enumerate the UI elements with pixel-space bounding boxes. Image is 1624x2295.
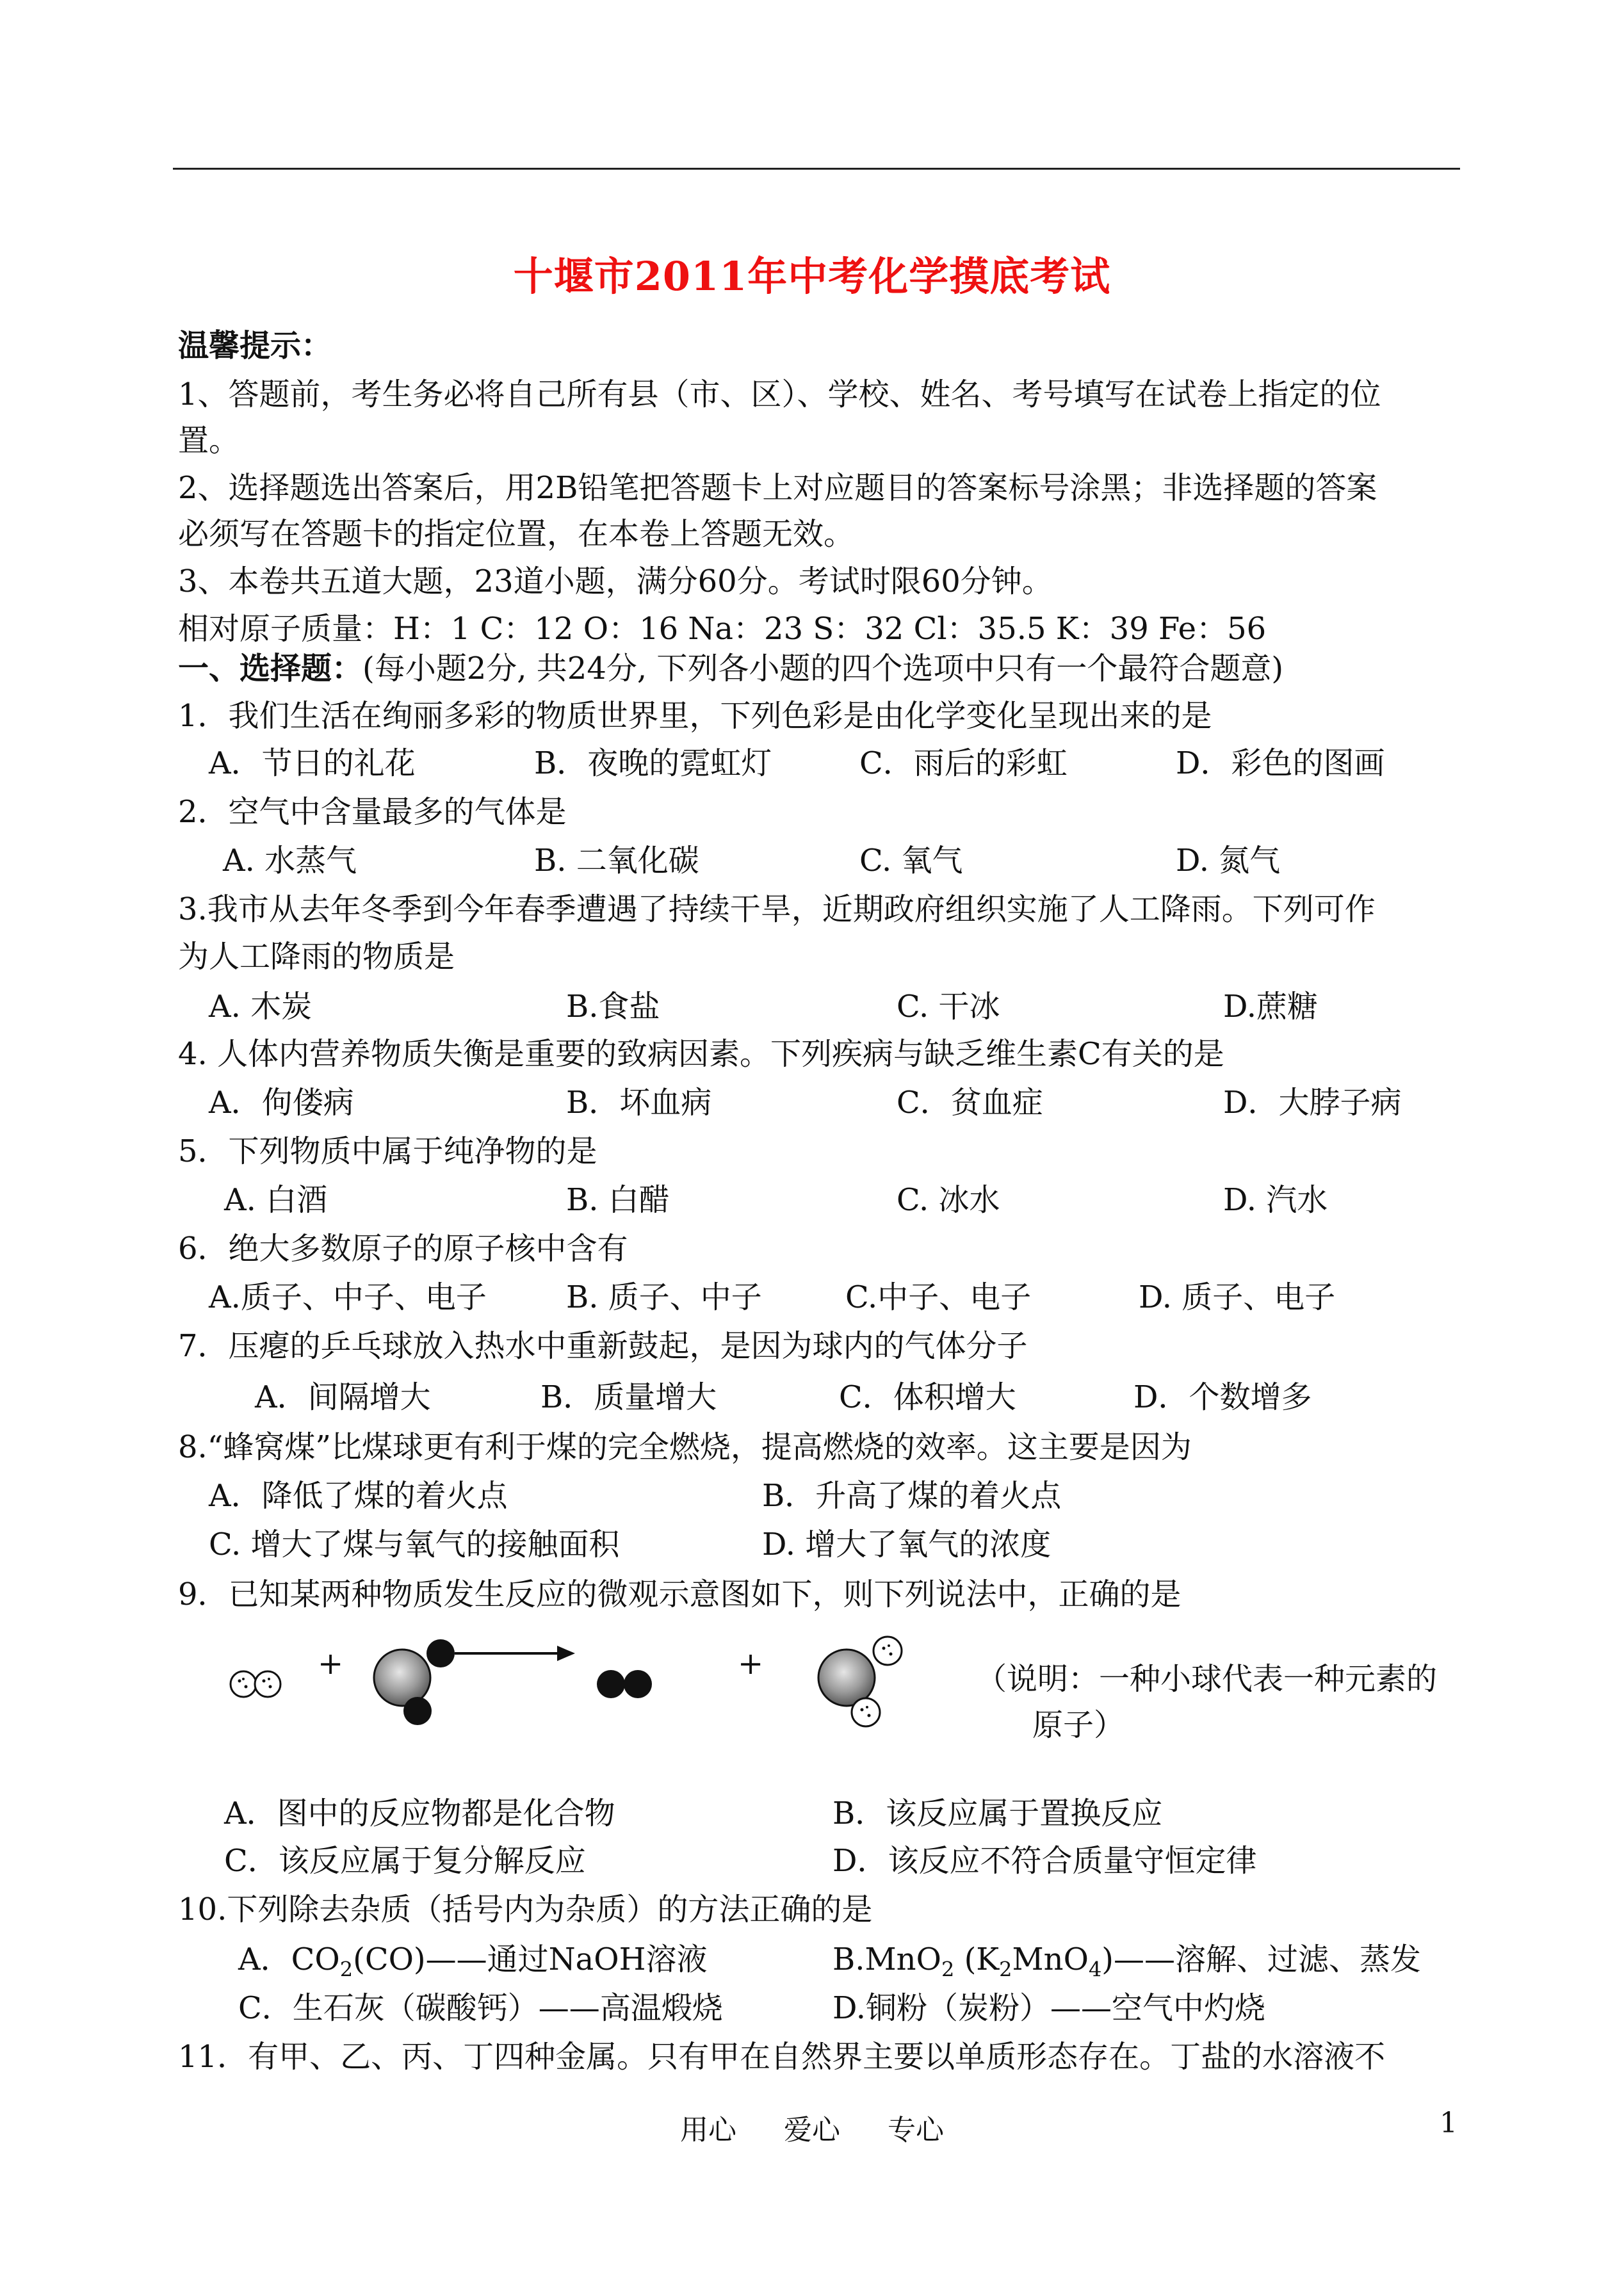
molecule-gray-with-black — [374, 1639, 455, 1725]
question-6-option-c: C.中子、电子 — [845, 1279, 1032, 1315]
question-1-option-b: B．夜晚的霓虹灯 — [534, 745, 772, 781]
question-7-option-b: B．质量增大 — [540, 1379, 717, 1415]
reaction-plus-1: + — [318, 1646, 344, 1682]
question-4-option-c: C．贫血症 — [897, 1085, 1043, 1121]
option-a-subscript: 2 — [339, 1957, 353, 1982]
question-10-option-b — [832, 1939, 1421, 1990]
section-1-title: 一、选择题： — [178, 651, 363, 686]
question-4-stem: 4. 人体内营养物质失衡是重要的致病因素。下列疾病与缺乏维生素C有关的是 — [178, 1036, 1224, 1072]
exam-title: 十堰市2011年中考化学摸底考试 — [513, 253, 1111, 300]
question-5-option-b: B. 白醋 — [566, 1182, 670, 1218]
option-a-text-end: (CO)——通过NaOH溶液 — [353, 1942, 708, 1977]
question-2-option-c: C. 氧气 — [859, 843, 963, 879]
tip-3: 3、本卷共五道大题，23道小题，满分60分。考试时限60分钟。 — [178, 564, 1053, 599]
footer-motto: 用心 爱心 专心 — [680, 2114, 944, 2146]
question-5-option-c: C. 冰水 — [897, 1182, 1000, 1218]
question-7-option-d: D．个数增多 — [1133, 1379, 1312, 1415]
tip-2-line-1: 2、选择题选出答案后，用2B铅笔把答题卡上对应题目的答案标号涂黑；非选择题的答案 — [178, 470, 1377, 506]
question-3-stem-line-1: 3.我市从去年冬季到今年春季遭遇了持续干旱，近期政府组织实施了人工降雨。下列可作 — [178, 891, 1376, 927]
question-4-option-d: D．大脖子病 — [1223, 1085, 1402, 1121]
question-4-option-b: B．坏血病 — [566, 1085, 712, 1121]
question-6-option-b: B. 质子、中子 — [566, 1279, 762, 1315]
option-b-text-end: )——溶解、过滤、蒸发 — [1101, 1942, 1422, 1977]
reaction-arrow-icon — [455, 1646, 575, 1661]
question-6-option-a: A.质子、中子、电子 — [209, 1279, 487, 1315]
question-3-option-c: C. 干冰 — [897, 989, 1000, 1025]
question-8-option-a: A．降低了煤的着火点 — [209, 1478, 508, 1514]
question-8-option-d: D. 增大了氧气的浓度 — [762, 1527, 1052, 1562]
option-b-text: B.MnO — [832, 1942, 941, 1977]
question-3-option-b: B.食盐 — [566, 989, 660, 1025]
question-1-option-c: C．雨后的彩虹 — [859, 745, 1068, 781]
page-number: 1 — [1440, 2107, 1458, 2139]
reaction-plus-2: + — [738, 1646, 764, 1682]
question-9-option-a: A．图中的反应物都是化合物 — [224, 1796, 615, 1831]
question-7-option-a: A．间隔增大 — [255, 1379, 431, 1415]
tip-1-line-1: 1、答题前，考生务必将自己所有县（市、区）、学校、姓名、考号填写在试卷上指定的位 — [178, 377, 1381, 412]
question-2-stem: 2．空气中含量最多的气体是 — [178, 794, 567, 830]
tips-heading: 温馨提示： — [178, 328, 332, 364]
question-7-option-c: C．体积增大 — [839, 1379, 1016, 1415]
question-9-option-b: B．该反应属于置换反应 — [832, 1796, 1163, 1831]
question-10-stem: 10.下列除去杂质（括号内为杂质）的方法正确的是 — [178, 1892, 873, 1927]
section-1-description: (每小题2分, 共24分, 下列各小题的四个选项中只有一个最符合题意) — [362, 651, 1284, 686]
question-11-stem: 11．有甲、乙、丙、丁四种金属。只有甲在自然界主要以单质形态存在。丁盐的水溶液不 — [178, 2039, 1386, 2075]
question-2-option-b: B. 二氧化碳 — [534, 843, 699, 879]
question-10-option-a — [238, 1939, 707, 1990]
question-10-option-c: C．生石灰（碳酸钙）——高温煅烧 — [238, 1990, 723, 2026]
option-b-subscript-2: 2 — [999, 1957, 1012, 1982]
question-5-stem: 5．下列物质中属于纯净物的是 — [178, 1133, 597, 1169]
question-10-option-d: D.铜粉（炭粉）——空气中灼烧 — [832, 1990, 1266, 2026]
header-rule — [173, 168, 1460, 170]
question-1-stem: 1．我们生活在绚丽多彩的物质世界里，下列色彩是由化学变化呈现出来的是 — [178, 698, 1212, 734]
tip-1-line-2: 置。 — [178, 423, 240, 458]
question-3-option-d: D.蔗糖 — [1223, 989, 1319, 1025]
option-b-subscript-3: 4 — [1088, 1957, 1102, 1982]
question-5-option-a: A. 白酒 — [224, 1182, 328, 1218]
molecule-gray-with-dotted — [818, 1637, 902, 1726]
tip-2-line-2: 必须写在答题卡的指定位置，在本卷上答题无效。 — [178, 516, 855, 552]
question-9-option-d: D．该反应不符合质量守恒定律 — [832, 1843, 1257, 1879]
option-a-text: A．CO — [238, 1942, 340, 1977]
question-6-option-d: D. 质子、电子 — [1139, 1279, 1336, 1315]
diagram-note-line-1: （说明：一种小球代表一种元素的 — [976, 1661, 1438, 1697]
option-b-text-mid-2: MnO — [1012, 1942, 1089, 1977]
question-8-option-c: C. 增大了煤与氧气的接触面积 — [209, 1527, 620, 1562]
molecule-dotted-pair — [231, 1671, 280, 1697]
question-4-option-a: A．佝偻病 — [209, 1085, 354, 1121]
diagram-note-line-2: 原子） — [1032, 1707, 1125, 1743]
question-3-option-a: A. 木炭 — [209, 989, 313, 1025]
question-2-option-d: D. 氮气 — [1176, 843, 1281, 879]
option-b-text-mid-1: (K — [954, 1942, 1000, 1977]
question-1-option-a: A．节日的礼花 — [209, 745, 416, 781]
question-8-stem: 8.“蜂窝煤”比煤球更有利于煤的完全燃烧，提高燃烧的效率。这主要是因为 — [178, 1429, 1192, 1465]
question-3-stem-line-2: 为人工降雨的物质是 — [178, 939, 455, 975]
question-8-option-b: B．升高了煤的着火点 — [762, 1478, 1062, 1514]
question-1-option-d: D．彩色的图画 — [1176, 745, 1385, 781]
question-6-stem: 6．绝大多数原子的原子核中含有 — [178, 1231, 628, 1267]
question-9-stem: 9．已知某两种物质发生反应的微观示意图如下，则下列说法中，正确的是 — [178, 1577, 1181, 1612]
atomic-masses: 相对原子质量：H：1 C：12 O：16 Na：23 S：32 Cl：35.5 K：39 Fe：56 — [178, 611, 1267, 647]
question-2-option-a: A. 水蒸气 — [223, 843, 357, 879]
molecule-black-pair — [597, 1670, 652, 1698]
option-b-subscript-1: 2 — [941, 1957, 955, 1982]
section-1-heading — [178, 648, 1283, 689]
question-9-option-c: C．该反应属于复分解反应 — [224, 1843, 586, 1879]
question-5-option-d: D. 汽水 — [1223, 1182, 1328, 1218]
question-7-stem: 7．压瘪的乒乓球放入热水中重新鼓起，是因为球内的气体分子 — [178, 1328, 1028, 1364]
